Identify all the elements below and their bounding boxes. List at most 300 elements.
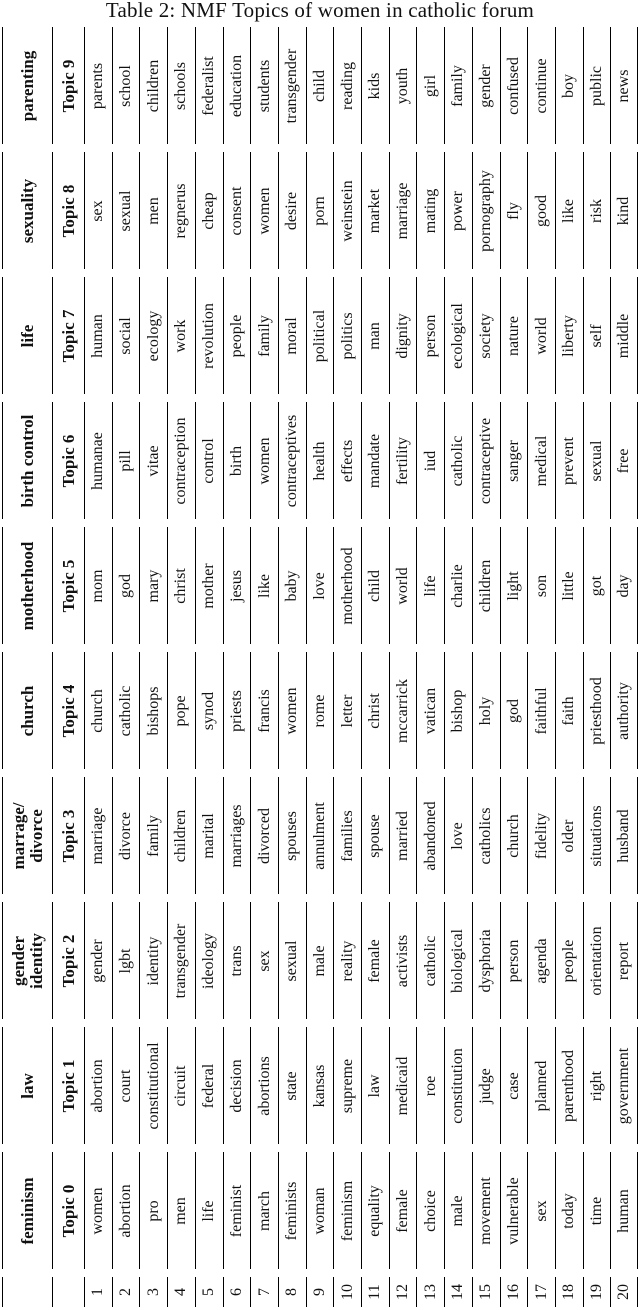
topic-label-cell — [2, 27, 52, 144]
word-cell — [555, 527, 583, 644]
word-cell — [500, 527, 528, 644]
rank-cell-text: 12 — [394, 1284, 412, 1300]
topic-number-cell-text: Topic 7 — [58, 309, 78, 362]
topic-row — [2, 152, 638, 269]
word-cell — [389, 527, 417, 644]
word-cell — [500, 777, 528, 894]
word-cell-text: christ — [366, 692, 384, 729]
rank-cell — [112, 1277, 140, 1307]
word-cell-text: students — [255, 59, 273, 112]
word-cell — [167, 902, 195, 1019]
word-cell-text: government — [615, 1047, 633, 1124]
word-cell — [500, 277, 528, 394]
word-cell-text: kids — [366, 72, 384, 99]
word-cell — [250, 527, 278, 644]
word-cell — [223, 1027, 251, 1144]
rank-cell-text: 5 — [200, 1288, 218, 1296]
word-cell — [250, 152, 278, 269]
word-cell — [84, 27, 112, 144]
word-cell-text: market — [366, 188, 384, 233]
word-cell — [555, 1027, 583, 1144]
word-cell — [84, 527, 112, 644]
topic-label-cell-text: sexuality — [17, 178, 37, 243]
word-cell — [139, 27, 167, 144]
word-cell-text: march — [255, 1190, 273, 1231]
word-cell-text: sanger — [504, 439, 522, 482]
word-cell — [610, 1027, 638, 1144]
word-cell — [195, 1027, 223, 1144]
word-cell-text: church — [89, 688, 107, 733]
word-cell-text: revolution — [200, 302, 218, 369]
word-cell-text: fertility — [394, 436, 412, 485]
word-cell-text: female — [394, 1188, 412, 1233]
word-cell-text: gender — [89, 938, 107, 983]
word-cell — [112, 152, 140, 269]
word-cell — [167, 277, 195, 394]
word-cell-text: contraceptive — [477, 417, 495, 504]
word-cell — [416, 402, 444, 519]
word-cell — [223, 27, 251, 144]
word-cell-text: pope — [172, 694, 190, 727]
word-cell-text: sexual — [117, 190, 135, 231]
topic-row — [2, 27, 638, 144]
word-cell — [555, 1152, 583, 1269]
rank-cell-text: 17 — [532, 1284, 550, 1300]
topic-label-cell — [2, 777, 52, 894]
word-cell — [223, 777, 251, 894]
word-cell-text: mandate — [366, 433, 384, 488]
word-cell — [472, 902, 500, 1019]
word-cell — [361, 652, 389, 769]
rank-cell-text: 9 — [310, 1288, 328, 1296]
word-cell — [167, 777, 195, 894]
word-cell — [610, 152, 638, 269]
word-cell-text: mccarrick — [394, 678, 412, 743]
word-cell-text: youth — [394, 67, 412, 104]
word-cell — [361, 277, 389, 394]
word-cell — [583, 27, 611, 144]
word-cell-text: family — [255, 314, 273, 357]
rank-cell-text: 7 — [255, 1288, 273, 1296]
word-cell — [389, 652, 417, 769]
rank-cell — [472, 1277, 500, 1307]
word-cell-text: bishops — [144, 686, 162, 735]
word-cell-text: families — [338, 809, 356, 862]
topic-number-cell-text: Topic 5 — [58, 559, 78, 612]
word-cell-text: world — [532, 316, 550, 355]
word-cell — [278, 402, 306, 519]
word-cell-text: human — [615, 1188, 633, 1233]
word-cell — [610, 1152, 638, 1269]
word-cell — [610, 527, 638, 644]
topic-label-cell-text: birth control — [17, 414, 37, 507]
word-cell — [84, 902, 112, 1019]
rank-cell-text: 20 — [615, 1284, 633, 1300]
word-cell — [610, 902, 638, 1019]
word-cell — [527, 152, 555, 269]
word-cell-text: dysphoria — [477, 928, 495, 993]
word-cell — [167, 402, 195, 519]
word-cell-text: like — [255, 573, 273, 598]
word-cell — [139, 902, 167, 1019]
word-cell-text: moral — [283, 316, 301, 355]
word-cell — [223, 152, 251, 269]
word-cell — [250, 277, 278, 394]
word-cell-text: kansas — [310, 1064, 328, 1107]
word-cell — [112, 902, 140, 1019]
word-cell-text: transgender — [283, 48, 301, 123]
topic-row — [2, 527, 638, 644]
word-cell-text: man — [366, 321, 384, 350]
word-cell-text: baby — [283, 569, 301, 602]
word-cell — [500, 1027, 528, 1144]
topic-row — [2, 1152, 638, 1269]
word-cell — [333, 27, 361, 144]
word-cell — [583, 277, 611, 394]
nmf-topics-table — [2, 27, 638, 1307]
word-cell-text: school — [117, 64, 135, 107]
word-cell — [361, 777, 389, 894]
word-cell — [583, 1152, 611, 1269]
word-cell — [223, 277, 251, 394]
word-cell-text: agenda — [532, 937, 550, 984]
word-cell — [527, 277, 555, 394]
word-cell — [278, 1027, 306, 1144]
rank-cell — [139, 1277, 167, 1307]
word-cell-text: abortions — [255, 1055, 273, 1116]
topic-number-cell — [52, 152, 84, 269]
word-cell-text: public — [587, 65, 605, 106]
word-cell — [250, 1152, 278, 1269]
word-cell — [416, 902, 444, 1019]
word-cell-text: lgbt — [117, 948, 135, 973]
word-cell-text: vitae — [144, 444, 162, 477]
word-cell — [527, 527, 555, 644]
word-cell — [195, 1152, 223, 1269]
topic-label-cell — [2, 527, 52, 644]
word-cell-text: risk — [587, 198, 605, 223]
topic-label-cell-text: feminism — [17, 1176, 37, 1245]
rank-empty-cell — [52, 1277, 84, 1307]
word-cell — [444, 902, 472, 1019]
word-cell-text: synod — [200, 691, 218, 730]
word-cell — [139, 527, 167, 644]
rank-cell-text: 4 — [172, 1288, 190, 1296]
word-cell — [555, 777, 583, 894]
rank-cell — [195, 1277, 223, 1307]
word-cell-text: female — [366, 938, 384, 983]
word-cell — [167, 152, 195, 269]
word-cell — [500, 902, 528, 1019]
word-cell — [444, 527, 472, 644]
word-cell — [139, 402, 167, 519]
topic-row — [2, 652, 638, 769]
word-cell — [389, 777, 417, 894]
word-cell — [333, 1027, 361, 1144]
rank-cell — [250, 1277, 278, 1307]
word-cell — [250, 1027, 278, 1144]
word-cell-text: constitutional — [144, 1041, 162, 1130]
word-cell-text: fidelity — [532, 812, 550, 859]
word-cell-text: reading — [338, 61, 356, 110]
word-cell — [472, 277, 500, 394]
word-cell-text: gender — [477, 63, 495, 108]
word-cell-text: pornography — [477, 169, 495, 252]
word-cell-text: feminism — [338, 1180, 356, 1241]
word-cell-text: little — [560, 570, 578, 601]
word-cell-text: love — [449, 821, 467, 850]
word-cell-text: annulment — [310, 801, 328, 870]
topic-label-cell-text: parenting — [17, 50, 37, 121]
word-cell-text: biological — [449, 928, 467, 993]
word-cell — [527, 652, 555, 769]
word-cell — [527, 1152, 555, 1269]
topic-label-cell — [2, 152, 52, 269]
rank-cell — [500, 1277, 528, 1307]
word-cell — [472, 1152, 500, 1269]
word-cell-text: court — [117, 1069, 135, 1102]
word-cell-text: decision — [227, 1058, 245, 1113]
word-cell-text: letter — [338, 694, 356, 727]
word-cell — [139, 277, 167, 394]
topic-number-cell — [52, 402, 84, 519]
word-cell-text: catholic — [117, 685, 135, 736]
word-cell — [306, 527, 334, 644]
word-cell — [139, 652, 167, 769]
word-cell-text: vulnerable — [504, 1176, 522, 1245]
word-cell-text: abortion — [89, 1058, 107, 1113]
topic-number-cell-text: Topic 2 — [58, 934, 78, 987]
word-cell-text: like — [560, 198, 578, 223]
topic-label-cell — [2, 277, 52, 394]
word-cell — [361, 402, 389, 519]
word-cell — [223, 527, 251, 644]
word-cell-text: woman — [310, 1186, 328, 1235]
word-cell-text: francis — [255, 688, 273, 733]
rank-cell-text: 11 — [366, 1284, 384, 1300]
word-cell — [416, 27, 444, 144]
word-cell-text: weinstein — [338, 179, 356, 242]
word-cell — [583, 402, 611, 519]
word-cell — [333, 1152, 361, 1269]
word-cell — [583, 652, 611, 769]
word-cell — [389, 277, 417, 394]
word-cell — [527, 27, 555, 144]
rank-cell — [444, 1277, 472, 1307]
word-cell — [223, 902, 251, 1019]
word-cell — [333, 277, 361, 394]
word-cell-text: power — [449, 190, 467, 231]
word-cell — [306, 277, 334, 394]
word-cell — [583, 777, 611, 894]
topic-number-cell — [52, 527, 84, 644]
word-cell — [250, 402, 278, 519]
word-cell — [278, 652, 306, 769]
word-cell — [195, 402, 223, 519]
word-cell — [472, 152, 500, 269]
word-cell — [389, 27, 417, 144]
word-cell — [472, 652, 500, 769]
word-cell — [112, 402, 140, 519]
topic-number-cell — [52, 1152, 84, 1269]
word-cell — [306, 152, 334, 269]
word-cell-text: dignity — [394, 312, 412, 359]
word-cell-text: women — [255, 186, 273, 235]
word-cell — [444, 277, 472, 394]
topic-number-cell — [52, 652, 84, 769]
word-cell-text: good — [532, 194, 550, 227]
word-cell — [583, 902, 611, 1019]
topic-number-cell-text: Topic 3 — [58, 809, 78, 862]
word-cell-text: marital — [200, 812, 218, 859]
word-cell-text: son — [532, 574, 550, 597]
topic-number-cell-text: Topic 0 — [58, 1184, 78, 1237]
word-cell-text: roe — [421, 1075, 439, 1096]
word-cell — [278, 1152, 306, 1269]
word-cell-text: person — [504, 939, 522, 982]
topic-label-cell — [2, 902, 52, 1019]
word-cell-text: world — [394, 566, 412, 605]
word-cell-text: political — [310, 309, 328, 362]
word-cell — [361, 152, 389, 269]
word-cell-text: ecological — [449, 302, 467, 369]
word-cell-text: priests — [227, 689, 245, 732]
word-cell-text: social — [117, 316, 135, 355]
word-cell-text: older — [560, 819, 578, 852]
word-cell — [139, 152, 167, 269]
word-cell-text: human — [89, 313, 107, 358]
word-cell-text: state — [283, 1070, 301, 1101]
word-cell — [250, 652, 278, 769]
word-cell-text: politics — [338, 311, 356, 360]
rank-cell — [306, 1277, 334, 1307]
word-cell — [444, 652, 472, 769]
word-cell-text: children — [144, 59, 162, 112]
word-cell-text: got — [587, 575, 605, 596]
topic-label-cell — [2, 652, 52, 769]
word-cell-text: kind — [615, 196, 633, 225]
topic-label-cell — [2, 1152, 52, 1269]
word-cell-text: church — [504, 813, 522, 858]
word-cell — [416, 1152, 444, 1269]
word-cell — [472, 402, 500, 519]
word-cell-text: men — [144, 196, 162, 225]
word-cell-text: women — [255, 436, 273, 485]
word-cell — [250, 27, 278, 144]
word-cell-text: sex — [89, 199, 107, 222]
word-cell-text: contraception — [172, 416, 190, 505]
word-cell-text: time — [587, 1196, 605, 1225]
word-cell-text: catholics — [477, 807, 495, 864]
rank-row — [2, 1277, 638, 1307]
word-cell-text: parents — [89, 62, 107, 109]
word-cell — [416, 152, 444, 269]
word-cell-text: regnerus — [172, 182, 190, 239]
word-cell — [195, 152, 223, 269]
word-cell-text: choice — [421, 1189, 439, 1232]
word-cell — [84, 402, 112, 519]
word-cell-text: iud — [421, 450, 439, 471]
word-cell-text: ecology — [144, 310, 162, 361]
word-cell — [306, 27, 334, 144]
rank-cell-text: 15 — [477, 1284, 495, 1300]
word-cell — [361, 1027, 389, 1144]
word-cell — [500, 1152, 528, 1269]
word-cell — [84, 277, 112, 394]
word-cell-text: sexual — [587, 440, 605, 481]
word-cell — [416, 652, 444, 769]
word-cell-text: spouses — [283, 810, 301, 861]
rank-cell — [416, 1277, 444, 1307]
word-cell-text: jesus — [227, 569, 245, 602]
topic-row — [2, 902, 638, 1019]
word-cell-text: holy — [477, 696, 495, 725]
word-cell-text: god — [117, 573, 135, 598]
word-cell — [389, 1027, 417, 1144]
word-cell-text: men — [172, 1196, 190, 1225]
rank-cell-text: 3 — [144, 1288, 162, 1296]
word-cell — [306, 402, 334, 519]
rank-cell-text: 6 — [227, 1288, 245, 1296]
word-cell-text: women — [89, 1186, 107, 1235]
topic-row — [2, 777, 638, 894]
word-cell — [278, 527, 306, 644]
word-cell-text: birth — [227, 445, 245, 476]
word-cell — [84, 152, 112, 269]
word-cell-text: abandoned — [421, 800, 439, 871]
topic-number-cell — [52, 277, 84, 394]
word-cell — [112, 1152, 140, 1269]
word-cell-text: effects — [338, 439, 356, 482]
word-cell-text: priesthood — [587, 676, 605, 745]
word-cell-text: news — [615, 69, 633, 102]
word-cell-text: medical — [532, 435, 550, 486]
word-cell-text: schools — [172, 61, 190, 110]
word-cell-text: family — [144, 814, 162, 857]
word-cell-text: authority — [615, 681, 633, 740]
rank-empty-cell — [2, 1277, 52, 1307]
rank-cell — [555, 1277, 583, 1307]
word-cell-text: boy — [560, 73, 578, 98]
word-cell-text: transgender — [172, 923, 190, 998]
word-cell-text: constitution — [449, 1047, 467, 1124]
word-cell — [444, 1027, 472, 1144]
word-cell — [167, 652, 195, 769]
word-cell-text: divorce — [117, 811, 135, 860]
word-cell — [527, 1027, 555, 1144]
word-cell-text: law — [366, 1073, 384, 1098]
word-cell — [583, 1027, 611, 1144]
topic-label-cell-text: life — [17, 324, 37, 347]
rank-cell-text: 10 — [338, 1284, 356, 1300]
word-cell-text: divorced — [255, 807, 273, 864]
word-cell-text: orientation — [587, 925, 605, 996]
word-cell — [333, 902, 361, 1019]
word-cell-text: judge — [477, 1067, 495, 1104]
word-cell — [195, 902, 223, 1019]
rank-cell-text: 16 — [504, 1284, 522, 1300]
word-cell-text: pill — [117, 449, 135, 472]
word-cell — [500, 152, 528, 269]
word-cell-text: sexual — [283, 940, 301, 981]
word-cell — [278, 902, 306, 1019]
topic-number-cell — [52, 777, 84, 894]
word-cell-text: movement — [477, 1176, 495, 1245]
topic-row — [2, 1027, 638, 1144]
word-cell — [112, 1027, 140, 1144]
word-cell-text: activists — [394, 934, 412, 987]
word-cell — [195, 277, 223, 394]
